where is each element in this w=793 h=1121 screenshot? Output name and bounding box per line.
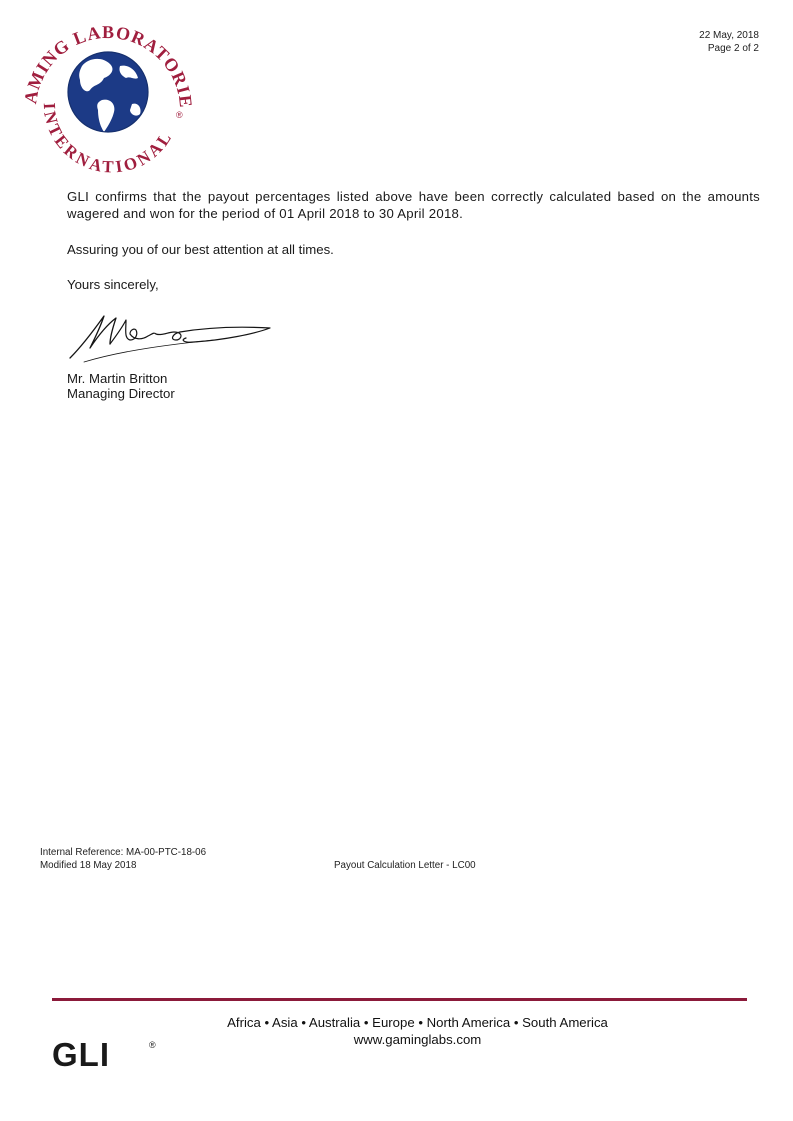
header-meta bbox=[699, 29, 759, 55]
letter-date: 22 May, 2018 bbox=[699, 30, 759, 41]
regions-line: Africa • Asia • Australia • Europe • North America • South America bbox=[227, 1015, 608, 1030]
svg-text:GLI: GLI bbox=[52, 1036, 110, 1070]
registered-mark: ® bbox=[176, 110, 183, 120]
document-name: Payout Calculation Letter - LC00 bbox=[334, 860, 476, 871]
signatory-name: Mr. Martin Britton bbox=[67, 371, 168, 386]
modified-date: Modified 18 May 2018 bbox=[40, 860, 137, 871]
gli-footer-logo bbox=[52, 1036, 162, 1070]
globe-icon bbox=[68, 52, 148, 132]
assurance-paragraph: Assuring you of our best attention at all times. bbox=[67, 242, 334, 257]
confirmation-paragraph: GLI confirms that the payout percentages listed above have been correctly calculated based on the amounts wagered and won for the period of 01 April 2018 to 30 April 2018. bbox=[67, 189, 760, 221]
gli-logo bbox=[24, 14, 194, 174]
website-link[interactable]: www.gaminglabs.com bbox=[353, 1032, 482, 1047]
letter-body bbox=[67, 188, 760, 293]
svg-text:GAMING LABORATORIES: MING LABORATORI bbox=[24, 21, 194, 97]
closing-line: Yours sincerely, bbox=[67, 277, 159, 292]
signatory-title: Managing Director bbox=[67, 386, 175, 401]
signatory-block bbox=[67, 371, 175, 401]
page-number: Page 2 of 2 bbox=[707, 43, 759, 54]
footer-divider bbox=[52, 998, 747, 1001]
internal-reference: Internal Reference: MA-00-PTC-18-06 bbox=[40, 847, 207, 858]
svg-text:INTERNATIONAL: INTERNATIONAL bbox=[39, 102, 177, 174]
handwritten-signature bbox=[64, 302, 278, 366]
svg-text:®: ® bbox=[149, 1040, 156, 1050]
